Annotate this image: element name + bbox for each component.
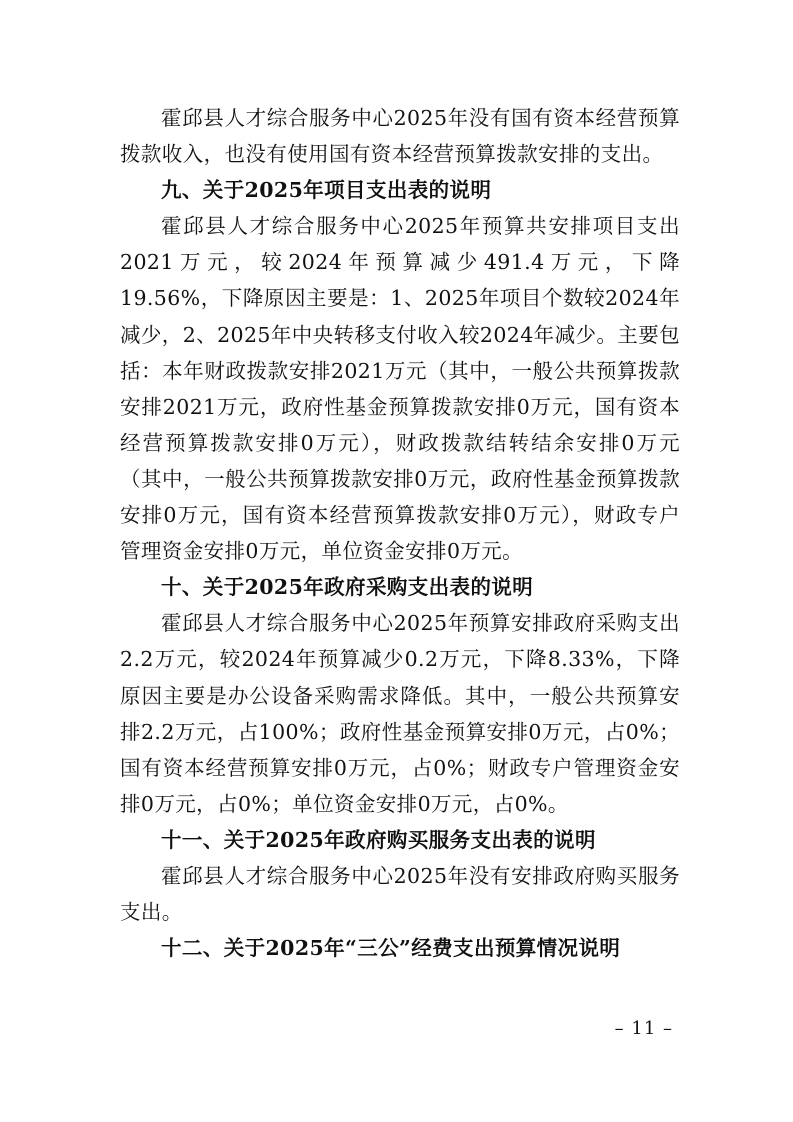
- section-heading-government-procurement: 十、关于2025年政府采购支出表的说明: [161, 575, 534, 600]
- paragraph-state-capital-note: 霍邱县人才综合服务中心2025年没有国有资本经营预算拨款收入，也没有使用国有资本经营预算拨款安排的支出。: [120, 106, 680, 167]
- document-body: [120, 100, 680, 966]
- section-heading-three-public-expenses: 十二、关于2025年“三公”经费支出预算情况说明: [161, 936, 621, 961]
- section-heading-project-expenditure: 九、关于2025年项目支出表的说明: [161, 178, 492, 203]
- section-heading-government-service-purchase: 十一、关于2025年政府购买服务支出表的说明: [161, 827, 596, 852]
- paragraph-government-service-purchase: 霍邱县人才综合服务中心2025年没有安排政府购买服务支出。: [120, 863, 680, 925]
- paragraph-government-procurement: 霍邱县人才综合服务中心2025年预算安排政府采购支出2.2万元，较2024年预算减少0.2万元，下降8.33%，下降原因主要是办公设备采购需求降低。其中，一般公共预算安排2.2万元，占100%；政府性基金预算安排0万元，占0%；国有资本经营预算安排0万元，占0%；财政专户管理资金安排0万元，占0%；单位资金安排0万元，占0%。: [120, 611, 680, 816]
- page-number: – 11 –: [614, 1018, 673, 1039]
- paragraph-project-expenditure: 霍邱县人才综合服务中心2025年预算共安排项目支出2021万元，较2024年预算减少491.4万元，下降19.56%，下降原因主要是：1、2025年项目个数较2024年减少，2、2025年中央转移支付收入较2024年减少。主要包括：本年财政拨款安排2021万元（其中，一般公共预算拨款安排2021万元，政府性基金预算拨款安排0万元，国有资本经营预算拨款安排0万元），财政拨款结转结余安排0万元（其中，一般公共预算拨款安排0万元，政府性基金预算拨款安排0万元，国有资本经营预算拨款安排0万元），财政专户管理资金安排0万元，单位资金安排0万元。: [120, 214, 680, 564]
